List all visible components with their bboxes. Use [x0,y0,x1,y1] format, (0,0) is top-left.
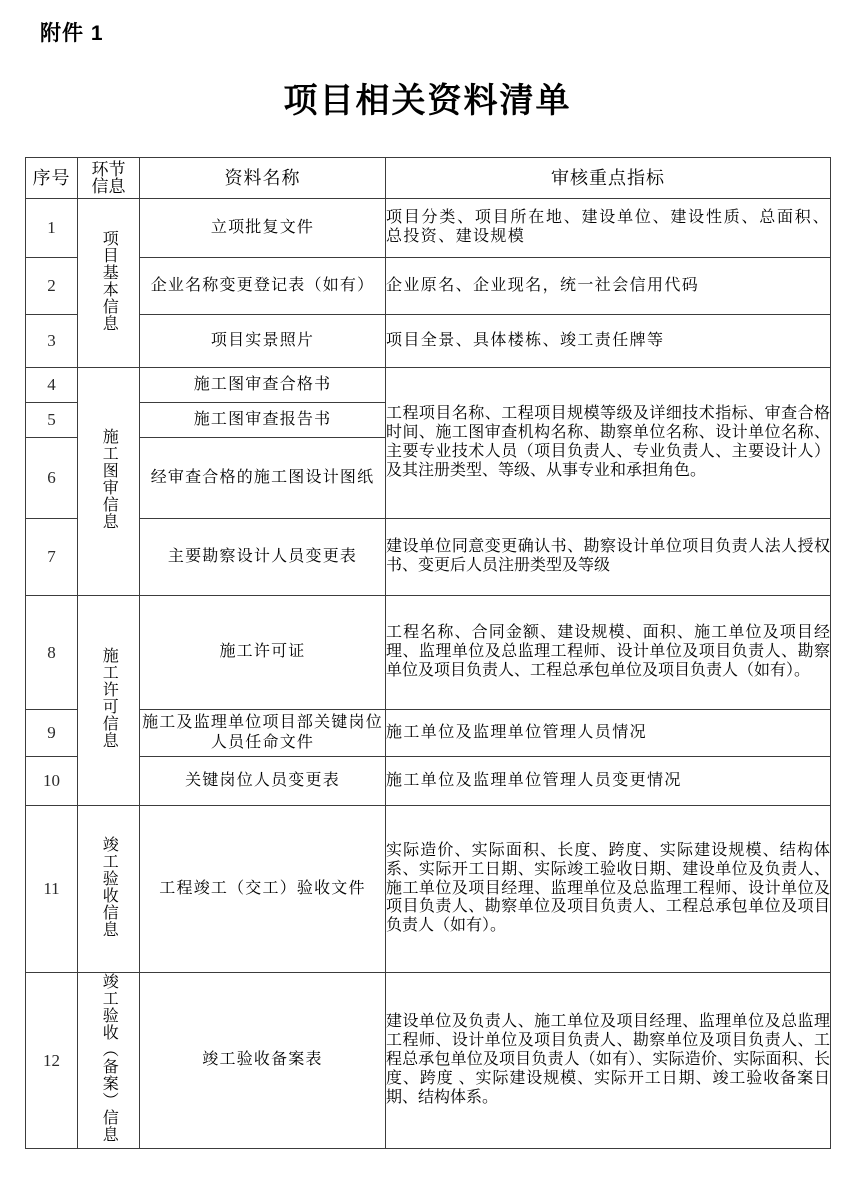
material-name: 立项批复文件 [140,199,386,258]
column-header-name: 资料名称 [140,158,386,199]
stage-group-cell [78,973,140,1149]
stage-group-label: 竣工验收信息 [100,835,118,938]
stage-group-label: 项目基本信息 [100,229,118,332]
table-row [26,757,831,806]
material-name: 施工图审查合格书 [140,368,386,403]
row-number: 1 [26,199,78,258]
key-indicators: 项目全景、具体楼栋、竣工责任牌等 [386,315,831,368]
key-indicators: 施工单位及监理单位管理人员情况 [386,710,831,757]
material-name: 施工图审查报告书 [140,403,386,438]
key-indicators: 工程名称、合同金额、建设规模、面积、施工单位及项目经理、监理单位及总监理工程师、设计单位及项目负责人、勘察单位及项目负责人、工程总承包单位及项目负责人（如有）。 [386,596,831,710]
row-number: 3 [26,315,78,368]
material-name: 主要勘察设计人员变更表 [140,519,386,596]
column-header-key: 审核重点指标 [386,158,831,199]
table-row [26,315,831,368]
table-row [26,973,831,1149]
column-header-no: 序号 [26,158,78,199]
table-row [26,199,831,258]
material-name: 竣工验收备案表 [140,973,386,1149]
material-name: 施工及监理单位项目部关键岗位人员任命文件 [140,710,386,757]
table-header-row [26,158,831,199]
column-header-stage-line2: 信息 [91,177,126,196]
stage-group-cell [78,199,140,368]
stage-group-cell [78,596,140,806]
key-indicators: 项目分类、项目所在地、建设单位、建设性质、总面积、总投资、建设规模 [386,199,831,258]
stage-group-cell [78,806,140,973]
key-indicators: 工程项目名称、工程项目规模等级及详细技术指标、审查合格时间、施工图审查机构名称、勘察单位名称、设计单位名称、主要专业技术人员（项目负责人、专业负责人、主要设计人）及其注册类型、等级、从事专业和承担角色。 [386,368,831,519]
stage-group-label: 施工许可信息 [100,647,118,749]
row-number: 9 [26,710,78,757]
row-number: 10 [26,757,78,806]
material-name: 经审查合格的施工图设计图纸 [140,438,386,519]
material-name: 关键岗位人员变更表 [140,757,386,806]
stage-group-cell [78,368,140,596]
row-number: 12 [26,973,78,1149]
table-row [26,596,831,710]
page-title: 项目相关资料清单 [283,83,572,120]
key-indicators: 建设单位及负责人、施工单位及项目经理、监理单位及总监理工程师、设计单位及项目负责人、勘察单位及项目负责人、工程总承包单位及项目负责人（如有）、实际造价、实际面积、长度、跨度 、实际建设规模、实际开工日期、竣工验收备案日期、结构体系。 [386,973,831,1149]
row-number: 2 [26,258,78,315]
row-number: 6 [26,438,78,519]
row-number: 11 [26,806,78,973]
stage-group-label: 竣工验收（备案）信息 [100,973,118,1143]
material-name: 工程竣工（交工）验收文件 [140,806,386,973]
row-number: 5 [26,403,78,438]
material-name: 企业名称变更登记表（如有） [140,258,386,315]
table-row [26,519,831,596]
key-indicators: 建设单位同意变更确认书、勘察设计单位项目负责人法人授权书、变更后人员注册类型及等级 [386,519,831,596]
table-row [26,806,831,973]
table-row [26,258,831,315]
column-header-stage [78,158,140,199]
attachment-label: 附件 1 [40,22,104,45]
table-row [26,368,831,403]
material-name: 项目实景照片 [140,315,386,368]
key-indicators: 企业原名、企业现名，统一社会信用代码 [386,258,831,315]
row-number: 8 [26,596,78,710]
row-number: 7 [26,519,78,596]
key-indicators: 施工单位及监理单位管理人员变更情况 [386,757,831,806]
key-indicators: 实际造价、实际面积、长度、跨度、实际建设规模、结构体系、实际开工日期、实际竣工验收日期、建设单位及负责人、施工单位及项目经理、监理单位及总监理工程师、设计单位及项目负责人、勘察单位及项目负责人、工程总承包单位及项目负责人（如有）。 [386,806,831,973]
materials-table [25,157,831,1149]
row-number: 4 [26,368,78,403]
column-header-stage-line1: 环节 [91,160,126,179]
table-row [26,710,831,757]
stage-group-label: 施工图审信息 [100,428,118,530]
material-name: 施工许可证 [140,596,386,710]
